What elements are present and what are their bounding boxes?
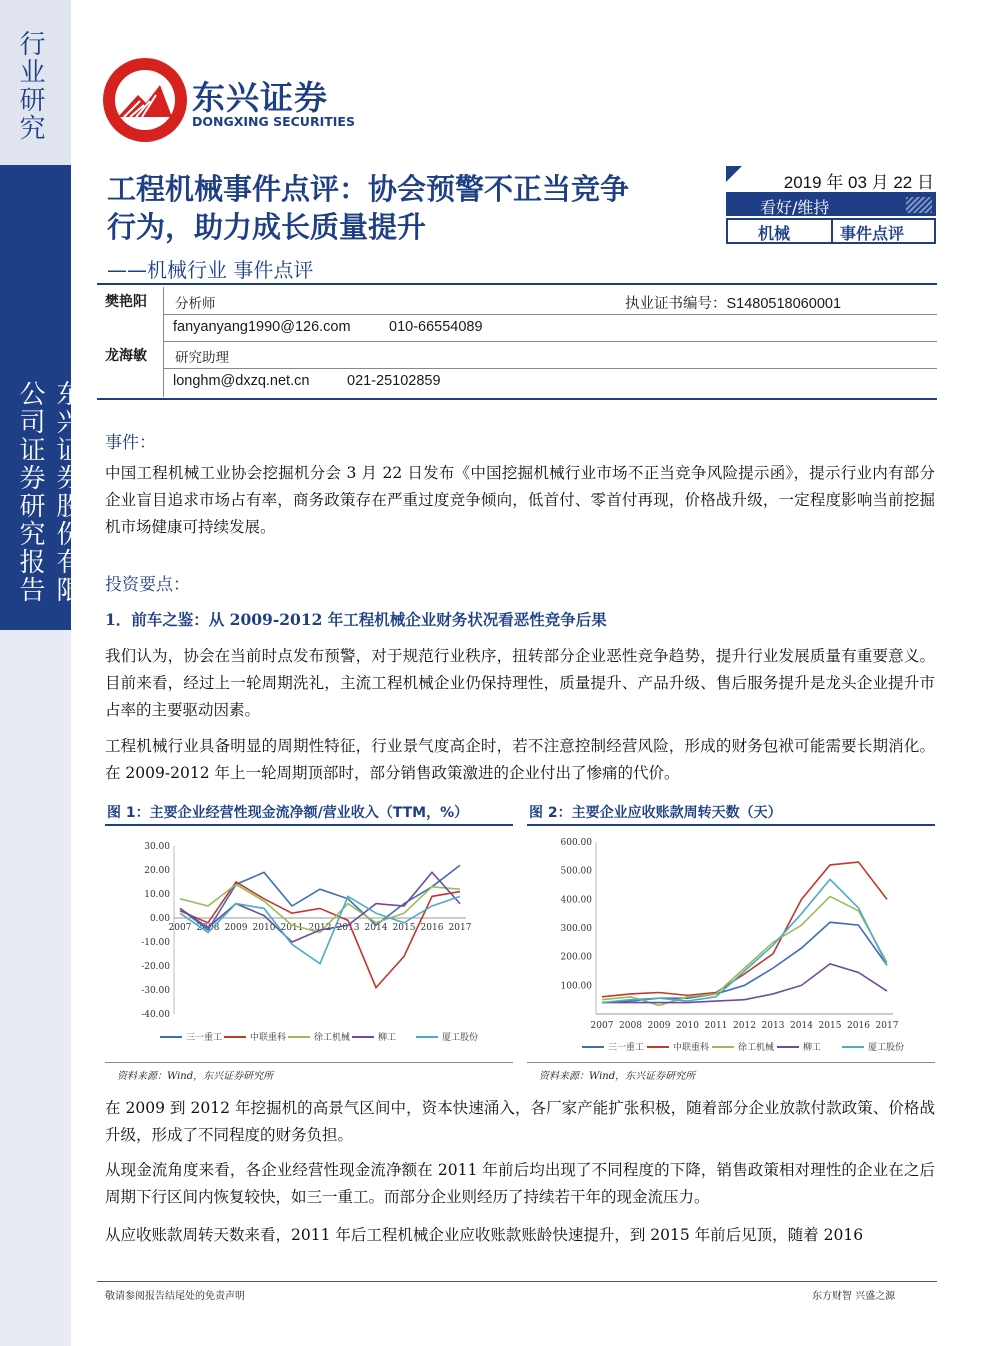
report-subtitle: ——机械行业 事件点评 bbox=[107, 258, 314, 282]
x-tick-label: 2013 bbox=[336, 923, 360, 933]
authors-bottom-rule bbox=[97, 398, 937, 400]
legend-label: 柳工 bbox=[378, 1033, 397, 1043]
y-tick-label: 400.00 bbox=[560, 895, 592, 906]
footer-slogan: 东方财智 兴盛之源 bbox=[812, 1291, 896, 1302]
legend-label: 厦工股份 bbox=[868, 1043, 905, 1053]
author-row bbox=[97, 287, 937, 314]
report-date: 2019 年 03 月 22 日 bbox=[783, 173, 934, 192]
author-phone: 021-25102859 bbox=[347, 373, 441, 389]
y-tick-label: -10.00 bbox=[141, 938, 170, 948]
figure-title bbox=[105, 800, 513, 826]
y-tick-label: -40.00 bbox=[141, 1010, 170, 1020]
figure-source-text: 资料来源：Wind，东兴证券研究所 bbox=[117, 1071, 274, 1082]
author-row bbox=[97, 341, 937, 368]
figure-title bbox=[527, 800, 935, 826]
series-line bbox=[602, 922, 887, 1002]
series-line bbox=[180, 882, 460, 988]
legend-label: 厦工股份 bbox=[442, 1033, 479, 1043]
sidebar-top-label: 行业研究 bbox=[15, 30, 45, 142]
y-tick-label: 300.00 bbox=[560, 924, 592, 934]
point1-title: 1．前车之鉴：从 2009-2012 年工程机械企业财务状况看恶性竞争后果 bbox=[105, 610, 607, 629]
sidebar-mid-label: 东兴证券股份有限公司证券研究报告 bbox=[15, 380, 82, 604]
y-tick-label: 10.00 bbox=[144, 890, 170, 900]
x-tick-label: 2013 bbox=[761, 1021, 785, 1031]
x-tick-label: 2016 bbox=[420, 923, 444, 933]
series-line bbox=[602, 896, 887, 1005]
author-email[interactable]: longhm@dxzq.net.cn bbox=[173, 373, 310, 389]
legend-label: 三一重工 bbox=[186, 1033, 223, 1043]
y-tick-label: -20.00 bbox=[141, 962, 170, 972]
footer-rule bbox=[97, 1281, 937, 1282]
x-tick-label: 2009 bbox=[224, 923, 248, 933]
y-tick-label: 20.00 bbox=[144, 866, 170, 876]
x-tick-label: 2012 bbox=[308, 923, 332, 933]
x-tick-label: 2017 bbox=[448, 923, 472, 933]
x-tick-label: 2012 bbox=[733, 1021, 756, 1031]
author-cert: 执业证书编号：S1480518060001 bbox=[625, 296, 842, 312]
series-line bbox=[602, 879, 887, 1002]
x-tick-label: 2007 bbox=[168, 923, 192, 933]
x-tick-label: 2008 bbox=[619, 1021, 642, 1031]
x-tick-label: 2010 bbox=[676, 1021, 699, 1031]
paragraph: 从现金流角度来看，各企业经营性现金流净额在 2011 年前后均出现了不同程度的下降，销售政策相对理性的企业在之后周期下行区间内恢复较快，如三一重工。而部分企业则经历了持续若干年的现金流压力。 bbox=[105, 1161, 935, 1206]
sidebar-bottom-band bbox=[0, 630, 71, 1346]
corner-triangle-icon bbox=[726, 166, 742, 182]
legend-label: 中联重科 bbox=[673, 1043, 710, 1053]
category-row bbox=[726, 218, 936, 244]
series-line bbox=[602, 862, 887, 997]
author-role: 分析师 bbox=[175, 296, 216, 312]
x-tick-label: 2014 bbox=[364, 923, 388, 933]
report-title: 工程机械事件点评：协会预警不正当竞争行为，助力成长质量提升 bbox=[107, 172, 630, 244]
logo-name: 东兴证券 bbox=[192, 78, 328, 117]
x-tick-label: 2015 bbox=[392, 923, 416, 933]
author-name: 樊艳阳 bbox=[105, 294, 147, 310]
y-tick-label: 0.00 bbox=[149, 914, 170, 924]
sidebar-top-band bbox=[0, 0, 71, 165]
paragraph: 从应收账款周转天数来看，2011 年后工程机械企业应收账款账龄快速提升，到 2015 年前后见顶，随着 2016 bbox=[105, 1226, 864, 1244]
x-tick-label: 2017 bbox=[875, 1021, 899, 1031]
industry-label: 机械 bbox=[758, 224, 791, 243]
author-contact-row bbox=[97, 314, 937, 341]
paragraph: 在 2009 到 2012 年挖掘机的高景气区间中，资本快速涌入，各厂家产能扩张积极，随着部分企业放款付款政策、价格战升级，形成了不同程度的财务负担。 bbox=[105, 1099, 935, 1144]
author-table bbox=[97, 287, 937, 397]
chart-2 bbox=[527, 826, 935, 1062]
legend-label: 中联重科 bbox=[250, 1033, 287, 1043]
series-line bbox=[180, 865, 460, 930]
report-type-label: 事件点评 bbox=[840, 224, 905, 243]
dongxing-logo-icon bbox=[100, 55, 190, 145]
figure-source bbox=[105, 1062, 513, 1083]
y-tick-label: 600.00 bbox=[560, 838, 592, 848]
report-date-row bbox=[726, 166, 936, 194]
footer-disclaimer[interactable]: 敬请参阅报告结尾处的免责声明 bbox=[105, 1291, 245, 1302]
logo-english: DONGXING SECURITIES bbox=[192, 114, 355, 129]
y-tick-label: 100.00 bbox=[560, 981, 592, 992]
y-tick-label: 200.00 bbox=[560, 952, 592, 963]
series-line bbox=[602, 964, 887, 1003]
author-role: 研究助理 bbox=[175, 350, 229, 366]
invest-heading: 投资要点： bbox=[105, 575, 190, 595]
legend-label: 徐工机械 bbox=[738, 1043, 775, 1053]
x-tick-label: 2011 bbox=[704, 1021, 728, 1031]
x-tick-label: 2008 bbox=[196, 923, 220, 933]
x-tick-label: 2010 bbox=[252, 923, 276, 933]
stripes-icon bbox=[906, 197, 932, 213]
sidebar-mid-band bbox=[0, 165, 82, 630]
event-text: 中国工程机械工业协会挖掘机分会 3 月 22 日发布《中国挖掘机械行业市场不正当竞争风险提示函》，提示行业内有部分企业盲目追求市场占有率，商务政策存在严重过度竞争倾向，低首付、零首付再现，价格战升级，一定程度影响当前挖掘机市场健康可持续发展。 bbox=[105, 464, 935, 536]
paragraph: 我们认为，协会在当前时点发布预警，对于规范行业秩序，扭转部分企业恶性竞争趋势，提升行业发展质量有重要意义。目前来看，经过上一轮周期洗礼，主流工程机械企业仍保持理性，质量提升、产品升级、售后服务提升是龙头企业提升市占率的主要驱动因素。 bbox=[105, 647, 935, 719]
chart-1 bbox=[105, 826, 513, 1062]
legend-label: 三一重工 bbox=[608, 1043, 645, 1053]
figure-title-text: 图 2：主要企业应收账款周转天数（天） bbox=[529, 805, 782, 821]
cell-divider bbox=[831, 220, 833, 242]
author-contact-row bbox=[97, 368, 937, 395]
author-phone: 010-66554089 bbox=[389, 319, 483, 335]
figure-source-text: 资料来源：Wind，东兴证券研究所 bbox=[539, 1071, 696, 1082]
legend-label: 徐工机械 bbox=[314, 1033, 351, 1043]
x-tick-label: 2016 bbox=[847, 1021, 870, 1031]
paragraph: 工程机械行业具备明显的周期性特征，行业景气度高企时，若不注意控制经营风险，形成的财务包袱可能需要长期消化。在 2009-2012 年上一轮周期顶部时，部分销售政策激进的企业付出了惨痛的代价。 bbox=[105, 737, 935, 782]
rating-label: 看好/维持 bbox=[760, 198, 830, 217]
x-tick-label: 2015 bbox=[818, 1021, 842, 1031]
legend-label: 柳工 bbox=[803, 1043, 822, 1053]
x-tick-label: 2011 bbox=[280, 923, 304, 933]
y-tick-label: 30.00 bbox=[144, 842, 170, 852]
rating-row bbox=[726, 194, 936, 216]
rating-box bbox=[726, 166, 936, 244]
author-email[interactable]: fanyanyang1990@126.com bbox=[173, 319, 351, 335]
x-tick-label: 2014 bbox=[790, 1021, 813, 1031]
figure-title-text: 图 1：主要企业经营性现金流净额/营业收入（TTM，%） bbox=[107, 805, 469, 821]
sidebar bbox=[0, 0, 82, 1346]
figure-source bbox=[527, 1062, 935, 1083]
event-heading: 事件： bbox=[105, 433, 156, 453]
author-name: 龙海敏 bbox=[105, 348, 147, 364]
header-rule bbox=[97, 283, 937, 285]
y-tick-label: 500.00 bbox=[560, 866, 592, 877]
x-tick-label: 2007 bbox=[590, 1021, 614, 1031]
x-tick-label: 2009 bbox=[647, 1021, 671, 1031]
y-tick-label: -30.00 bbox=[141, 986, 170, 996]
